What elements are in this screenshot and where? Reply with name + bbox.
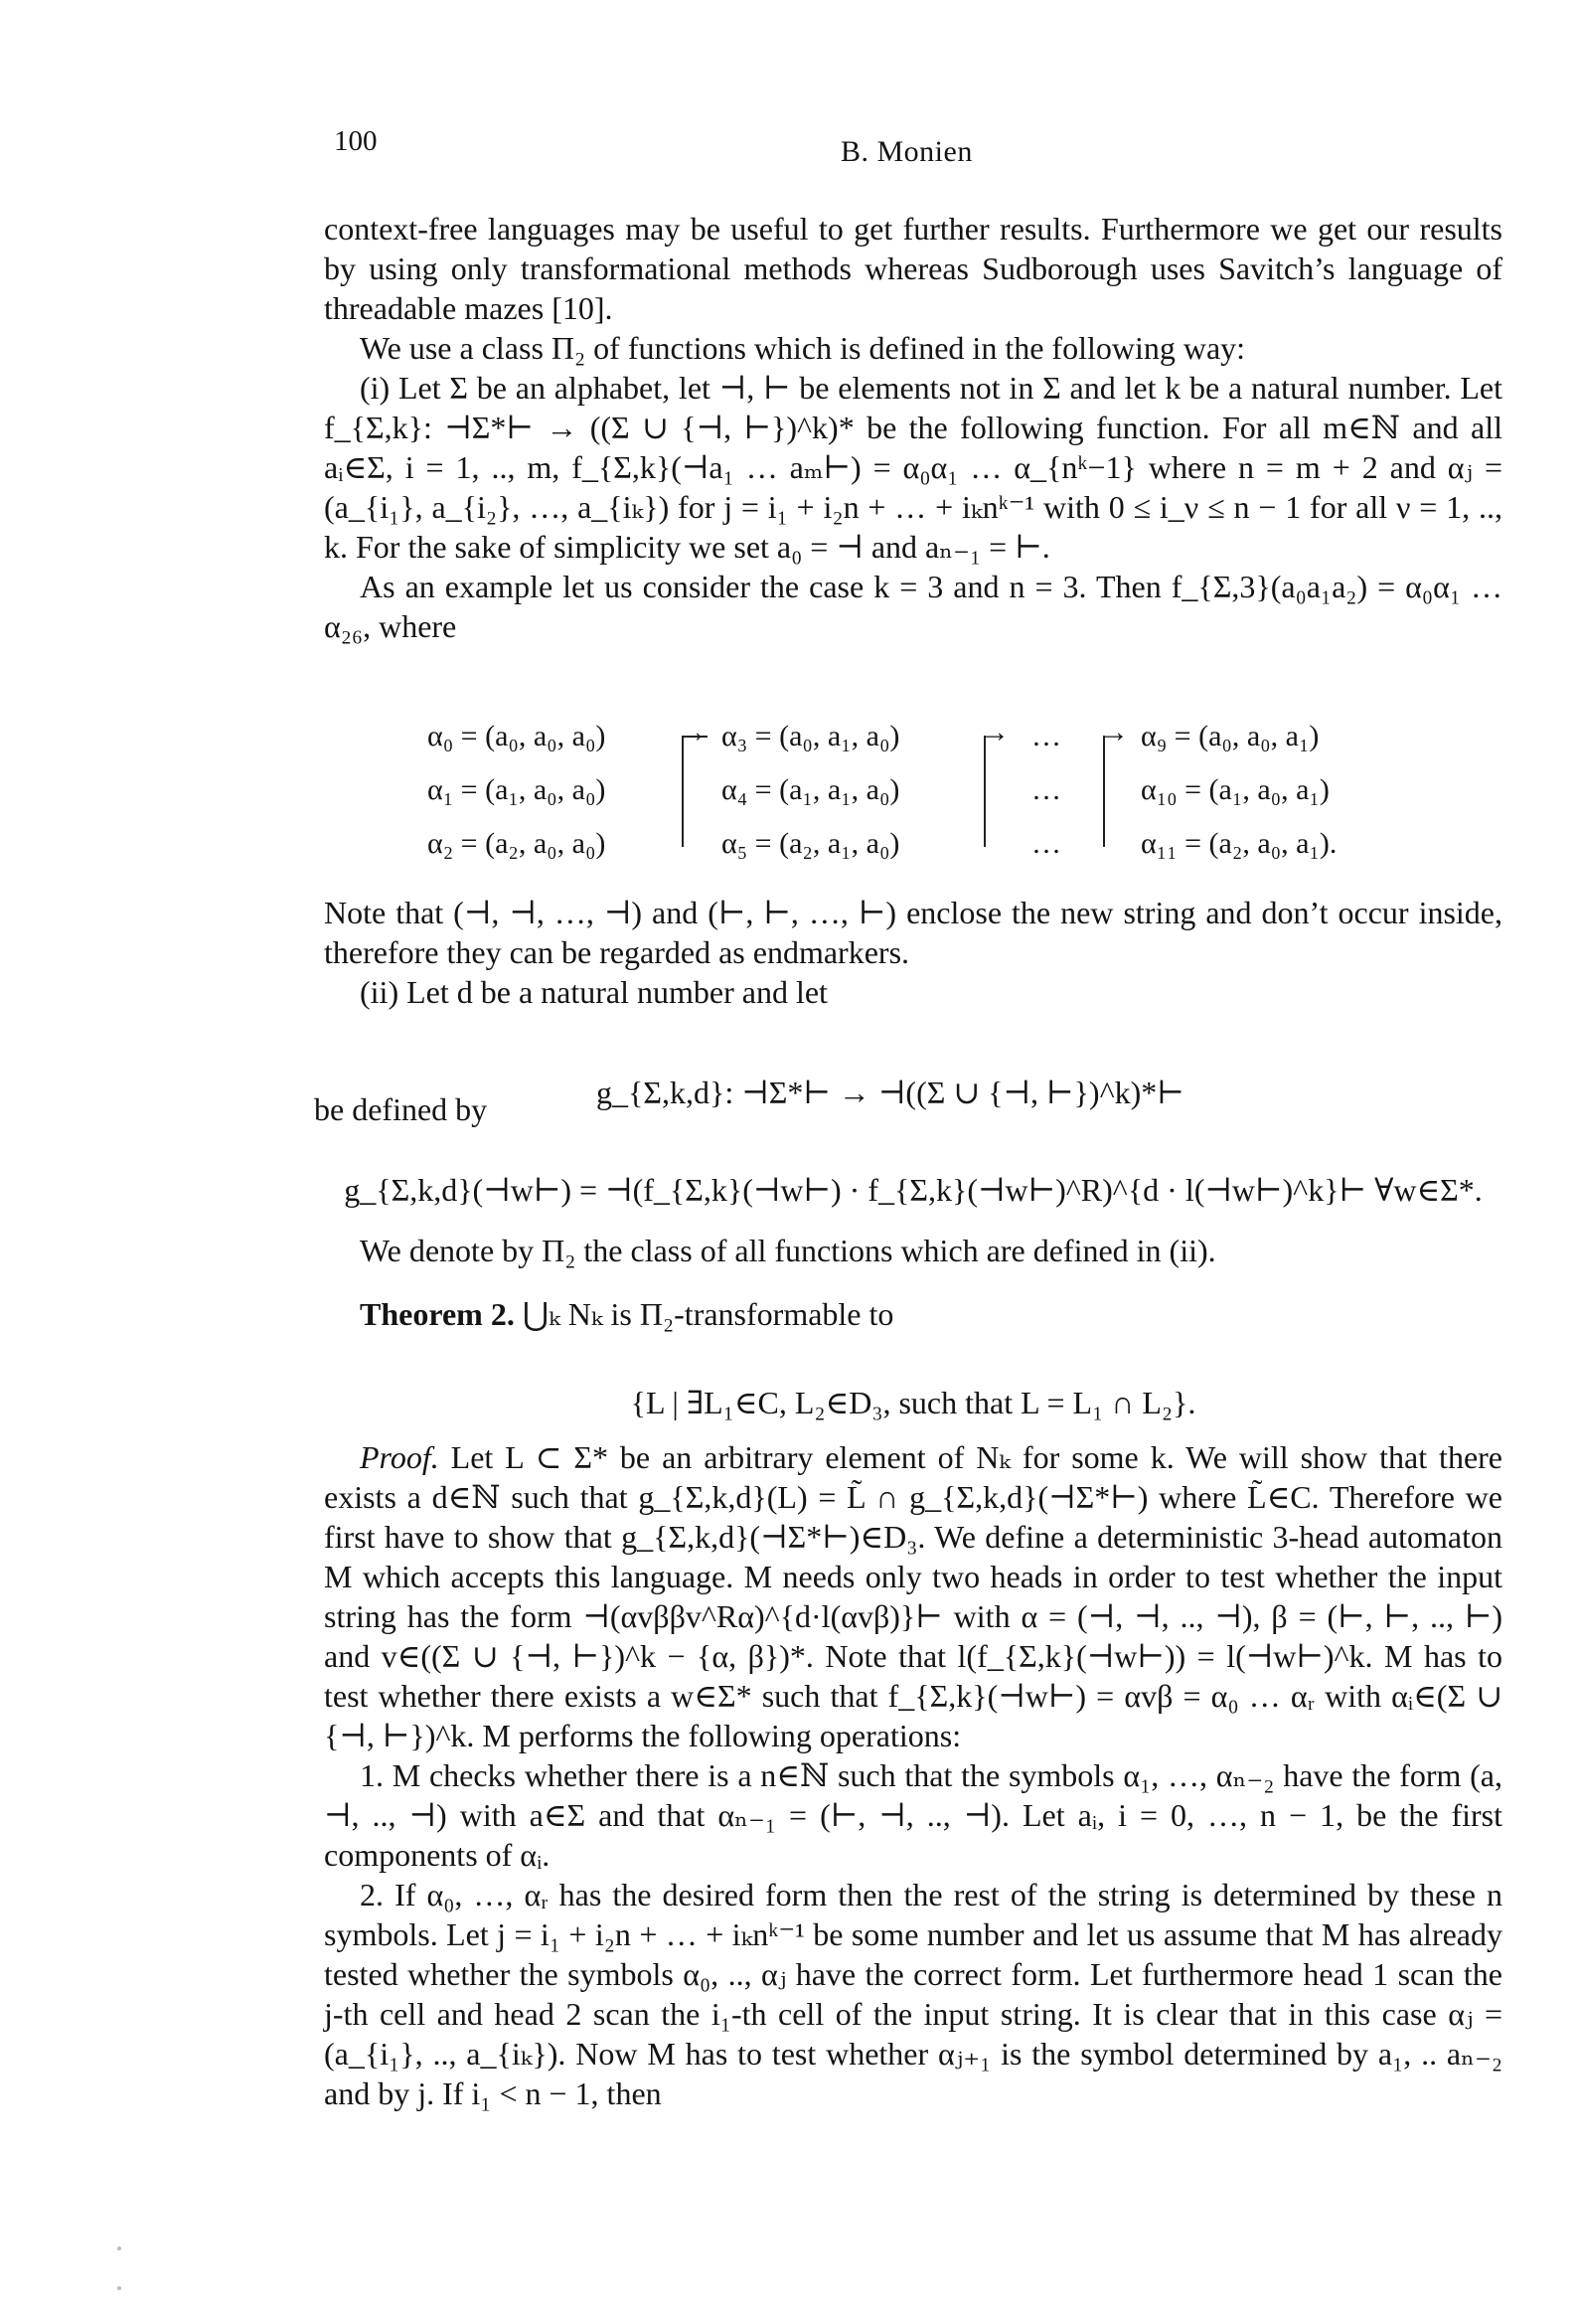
paragraph-1: context-free languages may be useful to get further results. Furthermore we get our results by using only transformational methods whereas Sudborough uses Savitch’s language of threadable mazes [10].	[324, 211, 1502, 326]
text-block-pi2	[324, 1231, 1502, 1270]
paragraph-example: As an example let us consider the case k = 3 and n = 3. Then f_{Σ,3}(a₀a₁a₂) = α₀α₁ … α₂₆, where	[324, 569, 1502, 644]
ellipsis-cell: …	[1031, 827, 1061, 860]
alpha-example-grid	[427, 712, 1421, 881]
arrow-icon: →	[1099, 716, 1129, 748]
alpha-cell: α₂ = (a₂, a₀, a₀)	[427, 827, 606, 860]
alpha-cell: α₁₁ = (a₂, a₀, a₁).	[1141, 827, 1338, 860]
paragraph-definition-i: (i) Let Σ be an alphabet, let ⊣, ⊢ be elements not in Σ and let k be a natural number. Let f_{Σ,k}: ⊣Σ*⊢ → ((Σ ∪ {⊣, ⊢})^k)* be the following function. For all m∈ℕ and all aᵢ∈Σ, i = 1, .., m, f_{Σ,k}(⊣a₁ … aₘ⊢) = α₀α₁ … α_{nᵏ−1} where n = m + 2 and αⱼ = (a_{i₁}, a_{i₂}, …, a_{iₖ}) for j = i₁ + i₂n + … + iₖnᵏ⁻¹ with 0 ≤ i_ν ≤ n − 1 for all ν = 1, .., k. For the sake of simplicity we set a₀ = ⊣ and aₙ₋₁ = ⊢.	[324, 370, 1503, 565]
arrow-icon: →	[980, 716, 1010, 748]
text-block-intro	[324, 209, 1502, 646]
theorem-label: Theorem 2.	[360, 1296, 515, 1332]
bracket-line	[682, 736, 684, 847]
alpha-cell: α₀ = (a₀, a₀, a₀)	[427, 720, 606, 752]
formula-g-equation: g_{Σ,k,d}(⊣w⊢) = ⊣(f_{Σ,k}(⊣w⊢) · f_{Σ,k}(⊣w⊢)^R)^{d · l(⊣w⊢)^k}⊢ ∀w∈Σ*.	[344, 1172, 1483, 1208]
defined-by-label: be defined by	[314, 1091, 488, 1127]
alpha-cell: α₅ = (a₂, a₁, a₀)	[721, 827, 900, 860]
arrow-icon: →	[678, 716, 708, 748]
paragraph-definition-ii: (ii) Let d be a natural number and let	[360, 974, 828, 1010]
proof-step-1: 1. M checks whether there is a n∈ℕ such that the symbols α₁, …, αₙ₋₂ have the form (a, ⊣, .., ⊣) with a∈Σ and that αₙ₋₁ = (⊢, ⊣, .., ⊣). Let aᵢ, i = 0, …, n − 1, be the first components of αᵢ.	[324, 1757, 1502, 1873]
alpha-cell: α₄ = (a₁, a₁, a₀)	[721, 773, 900, 806]
text-block-note	[324, 893, 1502, 1012]
proof-text: Let L ⊂ Σ* be an arbitrary element of Nₖ for some k. We will show that there exists a d∈ℕ such that g_{Σ,k,d}(L) = L̃ ∩ g_{Σ,k,d}(⊣Σ*⊢) where L̃∈C. Therefore we first have to show that g_{Σ,k,d}(⊣Σ*⊢)∈D₃. We define a deterministic 3-head automaton M which accepts this language. M needs only two heads in order to test whether the input string has the form ⊣(αvββv^Rα)^{d·l(αvβ)}⊢ with α = (⊣, ⊣, .., ⊣), β = (⊢, ⊢, .., ⊢) and v∈((Σ ∪ {⊣, ⊢})^k − {α, β})*. Note that l(f_{Σ,k}(⊣w⊢)) = l(⊣w⊢)^k. M has to test whether there exists a w∈Σ* such that f_{Σ,k}(⊣w⊢) = αvβ = α₀ … αᵣ with αᵢ∈(Σ ∪ {⊣, ⊢})^k. M performs the following operations:	[324, 1439, 1503, 1753]
bracket-line	[682, 736, 708, 738]
proof-label: Proof.	[360, 1439, 439, 1475]
paragraph-note: Note that (⊣, ⊣, …, ⊣) and (⊢, ⊢, …, ⊢) enclose the new string and don’t occur inside, therefore they can be regarded as endmarkers.	[324, 895, 1502, 970]
bracket-line	[984, 736, 986, 847]
ellipsis-cell: …	[1031, 720, 1061, 752]
page-number: 100	[334, 125, 378, 157]
paragraph-pi2-class: We denote by Π₂ the class of all functions which are defined in (ii).	[360, 1233, 1216, 1268]
alpha-cell: α₉ = (a₀, a₀, a₁)	[1141, 720, 1320, 752]
alpha-cell: α₁ = (a₁, a₀, a₀)	[427, 773, 606, 806]
theorem-2	[324, 1294, 1502, 1334]
formula-g-definition: g_{Σ,k,d}: ⊣Σ*⊢ → ⊣((Σ ∪ {⊣, ⊢})^k)*⊢	[596, 1075, 1184, 1110]
paragraph-2: We use a class Π₂ of functions which is defined in the following way:	[360, 330, 1246, 366]
scan-artifact	[117, 2286, 121, 2290]
running-header-author: B. Monien	[841, 135, 973, 168]
proof-step-2: 2. If α₀, …, αᵣ has the desired form then the rest of the string is determined by these n symbols. Let j = i₁ + i₂n + … + iₖnᵏ⁻¹ be some number and let us assume that M has already tested whether the symbols α₀, .., αⱼ have the correct form. Let furthermore head 1 scan the j-th cell and head 2 scan the i₁-th cell of the input string. It is clear that in this case αⱼ = (a_{i₁}, .., a_{iₖ}). Now M has to test whether αⱼ₊₁ is the symbol determined by a₁, .. aₙ₋₂ and by j. If i₁ < n − 1, then	[324, 1877, 1502, 2111]
theorem-set-formula: {L | ∃L₁∈C, L₂∈D₃, such that L = L₁ ∩ L₂}.	[630, 1385, 1196, 1420]
bracket-line	[1103, 736, 1105, 847]
alpha-cell: α₁₀ = (a₁, a₀, a₁)	[1141, 773, 1330, 806]
scan-artifact	[117, 2246, 121, 2250]
theorem-text: ⋃ₖ Nₖ is Π₂-transformable to	[522, 1296, 894, 1332]
alpha-cell: α₃ = (a₀, a₁, a₀)	[721, 720, 900, 752]
proof-block	[324, 1437, 1502, 2113]
ellipsis-cell: …	[1031, 773, 1061, 806]
